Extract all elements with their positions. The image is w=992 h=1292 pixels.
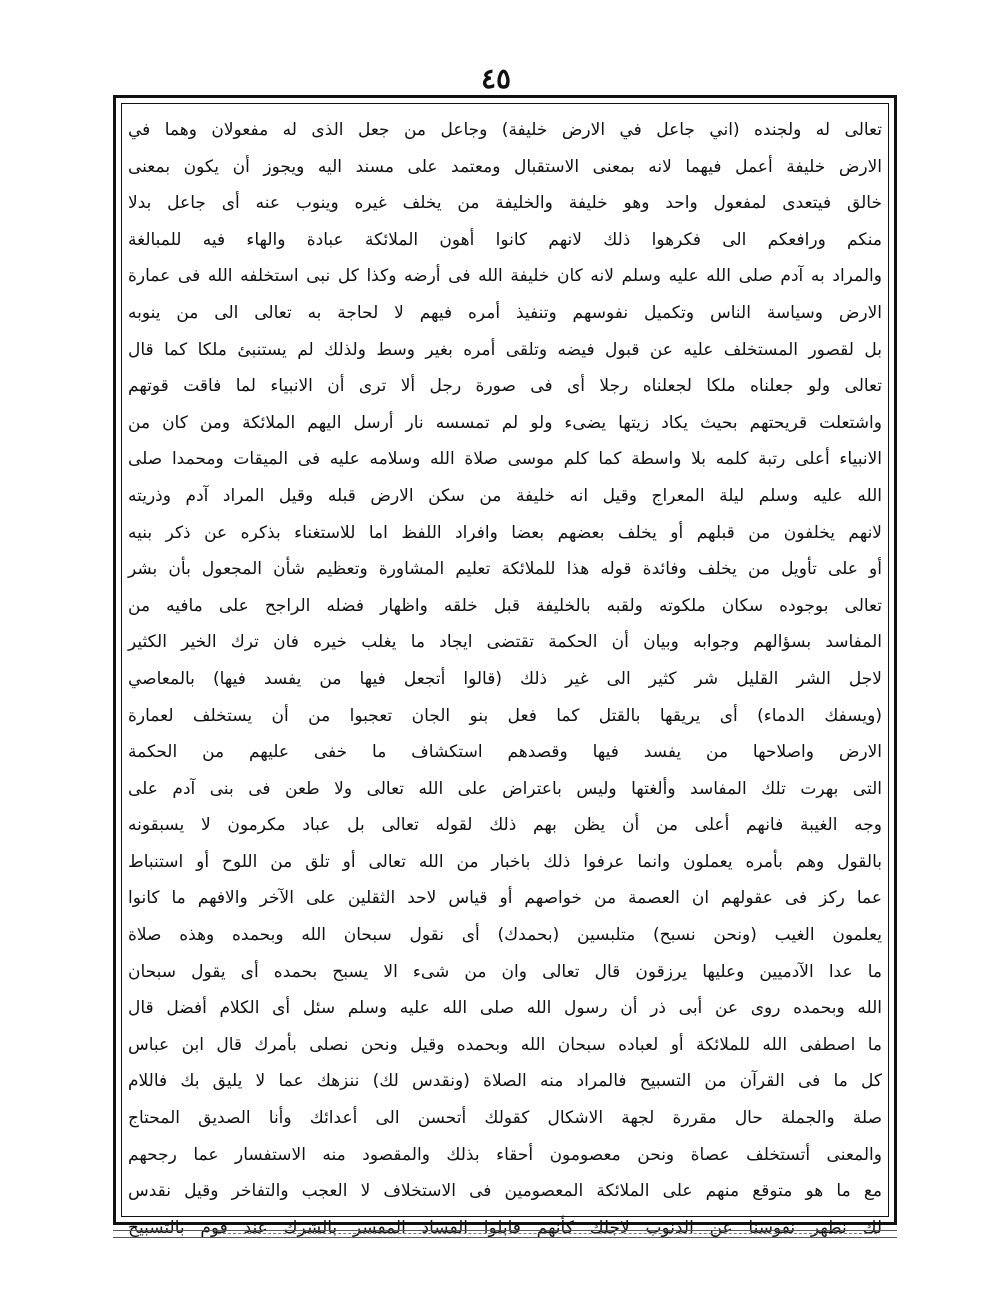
- text-line: ما عدا الآدميين وعليها يرزقون قال تعالى وان من شىء الا يسبح بحمده أى يقول سبحان: [128, 961, 882, 982]
- text-line: والمراد به آدم صلى الله عليه وسلم لانه كان خليفة الله فى أرضه وكذا كل نبى استخلفه الله فى عمارة: [128, 266, 882, 287]
- text-line: واشتعلت قريحتهم بحيث يكاد زيتها يضىء ولو لم تمسسه نار أرسل اليهم الملائكة ومن كان من: [128, 412, 882, 433]
- text-line: لاجل الشر القليل شر كثير الى غير ذلك (قالوا أتجعل فيها من يفسد فيها) بالمعاصي: [128, 668, 882, 689]
- text-block: [128, 112, 882, 1238]
- text-line: الارض واصلاحها من يفسد فيها وقصدهم استكشاف ما خفى عليهم من الحكمة: [128, 742, 882, 763]
- text-line: كل ما فى القرآن من التسبيح فالمراد منه الصلاة (ونقدس لك) ننزهك عما لا يليق بك فاللام: [128, 1071, 882, 1092]
- text-line: التى بهرت تلك المفاسد وألغتها وليس باعتراض على الله تعالى ولا طعن فى بنى آدم على: [128, 778, 882, 799]
- footer-rule: [113, 1230, 897, 1238]
- text-line: مع ما هو متوقع منهم على الملائكة المعصومين فى الاستخلاف لا العجب والتفاخر وقيل نقدس: [128, 1181, 882, 1202]
- text-line: الانبياء أعلى رتبة كلمه بلا واسطة كما كلم موسى صلاة الله وسلامه عليه فى الميقات ومحمدا صلى: [128, 449, 882, 470]
- text-line: تعالى ولو جعلناه ملكا لجعلناه رجلا أى فى صورة رجل ألا ترى أن الانبياء لما فاقت قوتهم: [128, 376, 882, 397]
- text-line: الارض وسياسة الناس وتكميل نفوسهم وتنفيذ أمره فيهم لا لحاجة به تعالى الى من ينوبه: [128, 302, 882, 323]
- text-line: عما ركز فى عقولهم ان العصمة من خواصهم أو قياس لاحد الثقلين على الآخر والافهم ما كانوا: [128, 888, 882, 909]
- text-line: تعالى بوجوده سكان ملكوته ولقبه بالخليفة قبل خلقه واظهار فضله الراجح على مافيه من: [128, 595, 882, 616]
- text-line: لانهم يخلفون من قبلهم أو يخلف بعضهم بعضا وافراد اللفظ اما للاستغناء بذكره عن ذكر بنيه: [128, 522, 882, 543]
- page-number: ٤٥: [480, 62, 512, 95]
- text-line: والمعنى أتستخلف عصاة ونحن معصومون أحقاء بذلك والمقصود منه الاستفسار عما رجحهم: [128, 1144, 882, 1165]
- text-line: المفاسد بسؤالهم وجوابه وبيان أن الحكمة تقتضى ايجاد ما يغلب خيره فان ترك الخير الكثير: [128, 632, 882, 653]
- text-line: خالق فيتعدى لمفعول واحد وهو خليفة والخليفة من يخلف غيره وينوب عنه أى جاعل بدلا: [128, 193, 882, 214]
- text-line: بل لقصور المستخلف عليه عن قبول فيضه وتلقى أمره بغير وسط ولذلك لم يستنبئ ملكا كما قال: [128, 339, 882, 360]
- text-line: منكم ورافعكم الى فكرهوا ذلك لانهم كانوا أهون الملائكة عبادة والهاء فيه للمبالغة: [128, 229, 882, 250]
- text-line: الله وبحمده روى عن أبى ذر أن رسول الله صلى الله عليه وسلم سئل أى الكلام أفضل قال: [128, 998, 882, 1019]
- text-line: الارض خليفة أعمل فيهما لانه بمعنى الاستقبال ومعتمد على مسند اليه ويجوز أن يكون بمعنى: [128, 156, 882, 177]
- text-line: تعالى له ولجنده (اني جاعل في الارض خليفة) وجاعل من جعل الذى له مفعولان وهما في: [128, 120, 882, 140]
- text-line: (ويسفك الدماء) أى يريقها بالقتل كما فعل بنو الجان تعجبوا من أن يستخلف لعمارة: [128, 705, 882, 726]
- text-line: لك نطهر نفوسنا عن الذنوب لاجلك كأنهم قابلوا الفساد المفسر بالشرك عند قوم بالتسبيح: [128, 1217, 882, 1238]
- text-line: الله عليه وسلم ليلة المعراج وقيل انه خليفة من سكن الارض قبله وقيل المراد آدم وذريته: [128, 485, 882, 506]
- text-line: بالقول وهم بأمره يعملون وانما عرفوا ذلك باخبار من الله تعالى أو تلق من اللوح أو استنباط: [128, 851, 882, 872]
- text-line: يعلمون الغيب (ونحن نسبح) متلبسين (بحمدك) أى نقول سبحان الله وبحمده وهذه صلاة: [128, 925, 882, 946]
- text-line: صلة والجملة حال مقررة لجهة الاشكال كقولك أتحسن الى أعدائك وأنا الصديق المحتاج: [128, 1108, 882, 1129]
- text-line: أو على تأويل من يخلف وفائدة قوله هذا للملائكة تعليم المشاورة وتعظيم شأن المجعول بأن بشر: [128, 559, 882, 580]
- text-line: وجه الغيبة فانهم أعلى من أن يظن بهم ذلك لقوله تعالى بل عباد مكرمون لا يسبقونه: [128, 815, 882, 836]
- text-line: ما اصطفى الله للملائكة أو لعباده سبحان الله وبحمده وقيل ونحن نصلى بأمرك قال ابن عباس: [128, 1034, 882, 1055]
